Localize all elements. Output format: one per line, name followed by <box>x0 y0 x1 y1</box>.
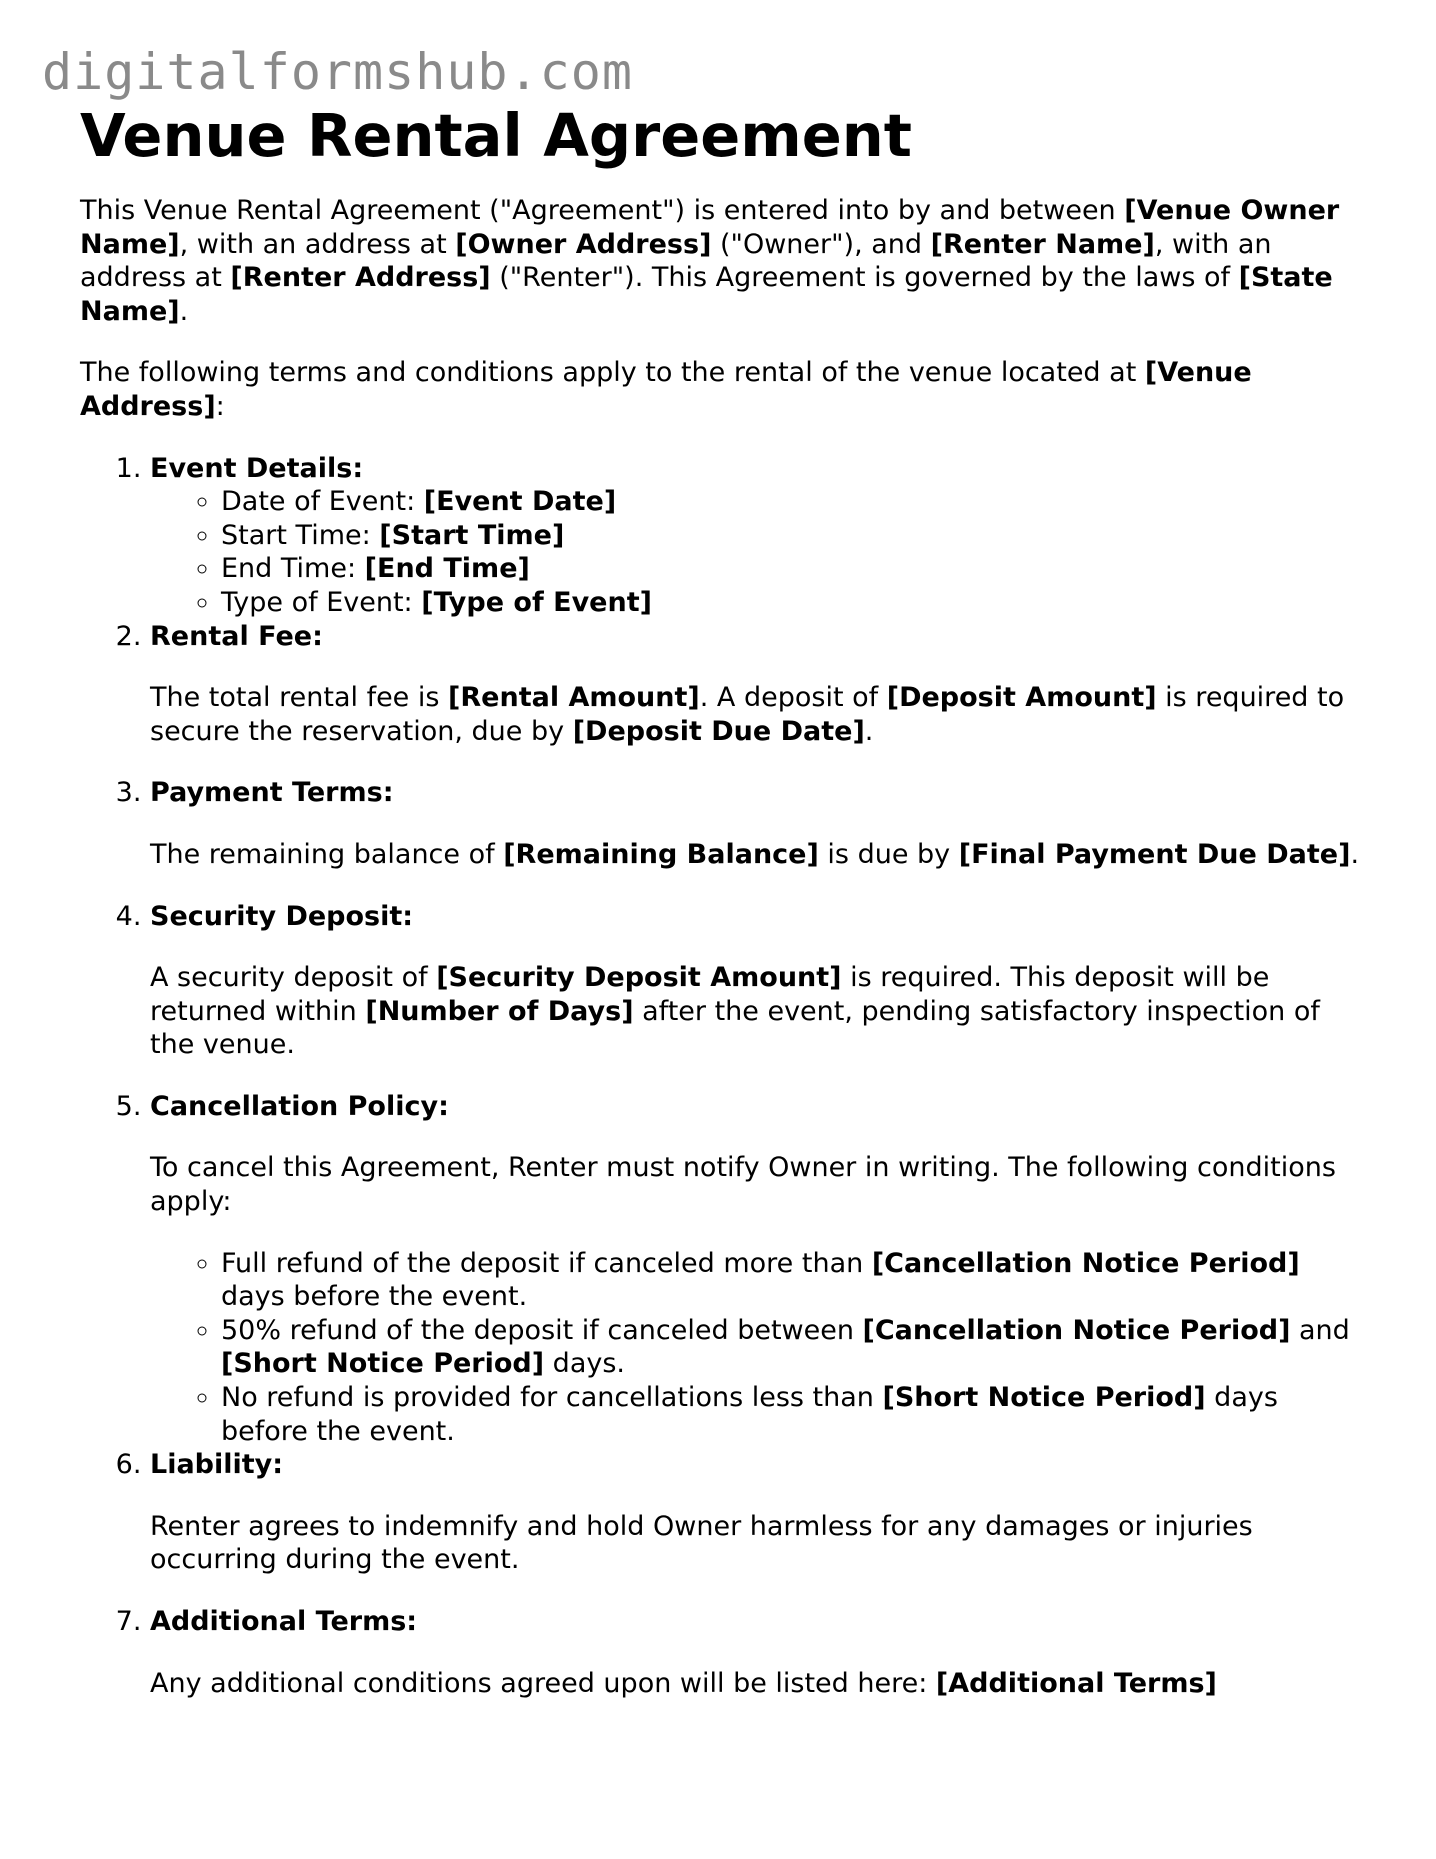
section-title: Event Details: <box>150 452 364 484</box>
list-item: ◦ Start Time: [Start Time] <box>221 519 1360 553</box>
document <box>80 96 1360 1700</box>
list-item: ◦ Full refund of the deposit if canceled more than [Cancellation Notice Period] days before the event. <box>221 1247 1360 1314</box>
document-title: Venue Rental Agreement <box>80 101 912 170</box>
section-body: The remaining balance of [Remaining Balance] is due by [Final Payment Due Date]. <box>150 838 1360 870</box>
renter-name-placeholder: [Renter Name] <box>930 228 1155 260</box>
section-title: Rental Fee: <box>150 620 323 652</box>
section-body: Any additional conditions agreed upon will be listed here: [Additional Terms] <box>150 1667 1217 1699</box>
cancellation-conditions-list <box>150 1247 1360 1449</box>
section-additional-terms <box>150 1605 1360 1700</box>
section-body: Renter agrees to indemnify and hold Owner harmless for any damages or injuries occurring during the event. <box>150 1510 1253 1576</box>
section-title: Security Deposit: <box>150 900 414 932</box>
watermark: digitalformshub.com <box>42 43 633 101</box>
state-name-placeholder: [State Name] <box>80 262 1333 327</box>
list-item: ◦ End Time: [End Time] <box>221 552 1360 586</box>
section-title: Cancellation Policy: <box>150 1090 449 1122</box>
section-body: A security deposit of [Security Deposit Amount] is required. This deposit will be returned within [Number of Days] after the event, pending satisfactory inspection of the venue. <box>150 962 1320 1061</box>
list-item: ◦ No refund is provided for cancellations less than [Short Notice Period] days before the event. <box>221 1381 1360 1448</box>
intro-paragraph: This Venue Rental Agreement ("Agreement") is entered into by and between [Venue Owner Name], with an address at [Owner Address] ("Owner"), and [Renter Name], with an address at [Renter Address] ("Renter"). This Agreement is governed by the laws of [State Name]. <box>80 195 1340 327</box>
section-rental-fee <box>150 620 1360 749</box>
section-payment-terms <box>150 776 1360 871</box>
terms-intro-paragraph: The following terms and conditions apply to the rental of the venue located at [Venue Address]: <box>80 357 1252 422</box>
owner-address-placeholder: [Owner Address] <box>455 228 712 260</box>
owner-name-placeholder: [Venue Owner Name] <box>80 195 1340 260</box>
section-body: To cancel this Agreement, Renter must notify Owner in writing. The following conditions apply: <box>150 1152 1336 1218</box>
section-body: The total rental fee is [Rental Amount]. A deposit of [Deposit Amount] is required to secure the reservation, due by [Deposit Due Date]. <box>150 682 1345 747</box>
section-title: Liability: <box>150 1449 284 1481</box>
list-item: ◦ 50% refund of the deposit if canceled between [Cancellation Notice Period] and [Short Notice Period] days. <box>221 1314 1360 1381</box>
renter-address-placeholder: [Renter Address] <box>230 262 491 294</box>
list-item: ◦ Date of Event: [Event Date] <box>221 485 1360 519</box>
section-cancellation-policy <box>150 1090 1360 1448</box>
section-liability <box>150 1448 1360 1577</box>
event-details-list <box>150 485 1360 619</box>
section-title: Payment Terms: <box>150 777 394 809</box>
terms-list <box>80 452 1360 1701</box>
section-security-deposit <box>150 900 1360 1062</box>
venue-address-placeholder: [Venue Address] <box>80 357 1252 422</box>
section-title: Additional Terms: <box>150 1606 418 1637</box>
list-item: ◦ Type of Event: [Type of Event] <box>221 586 1360 620</box>
section-event-details <box>150 452 1360 620</box>
